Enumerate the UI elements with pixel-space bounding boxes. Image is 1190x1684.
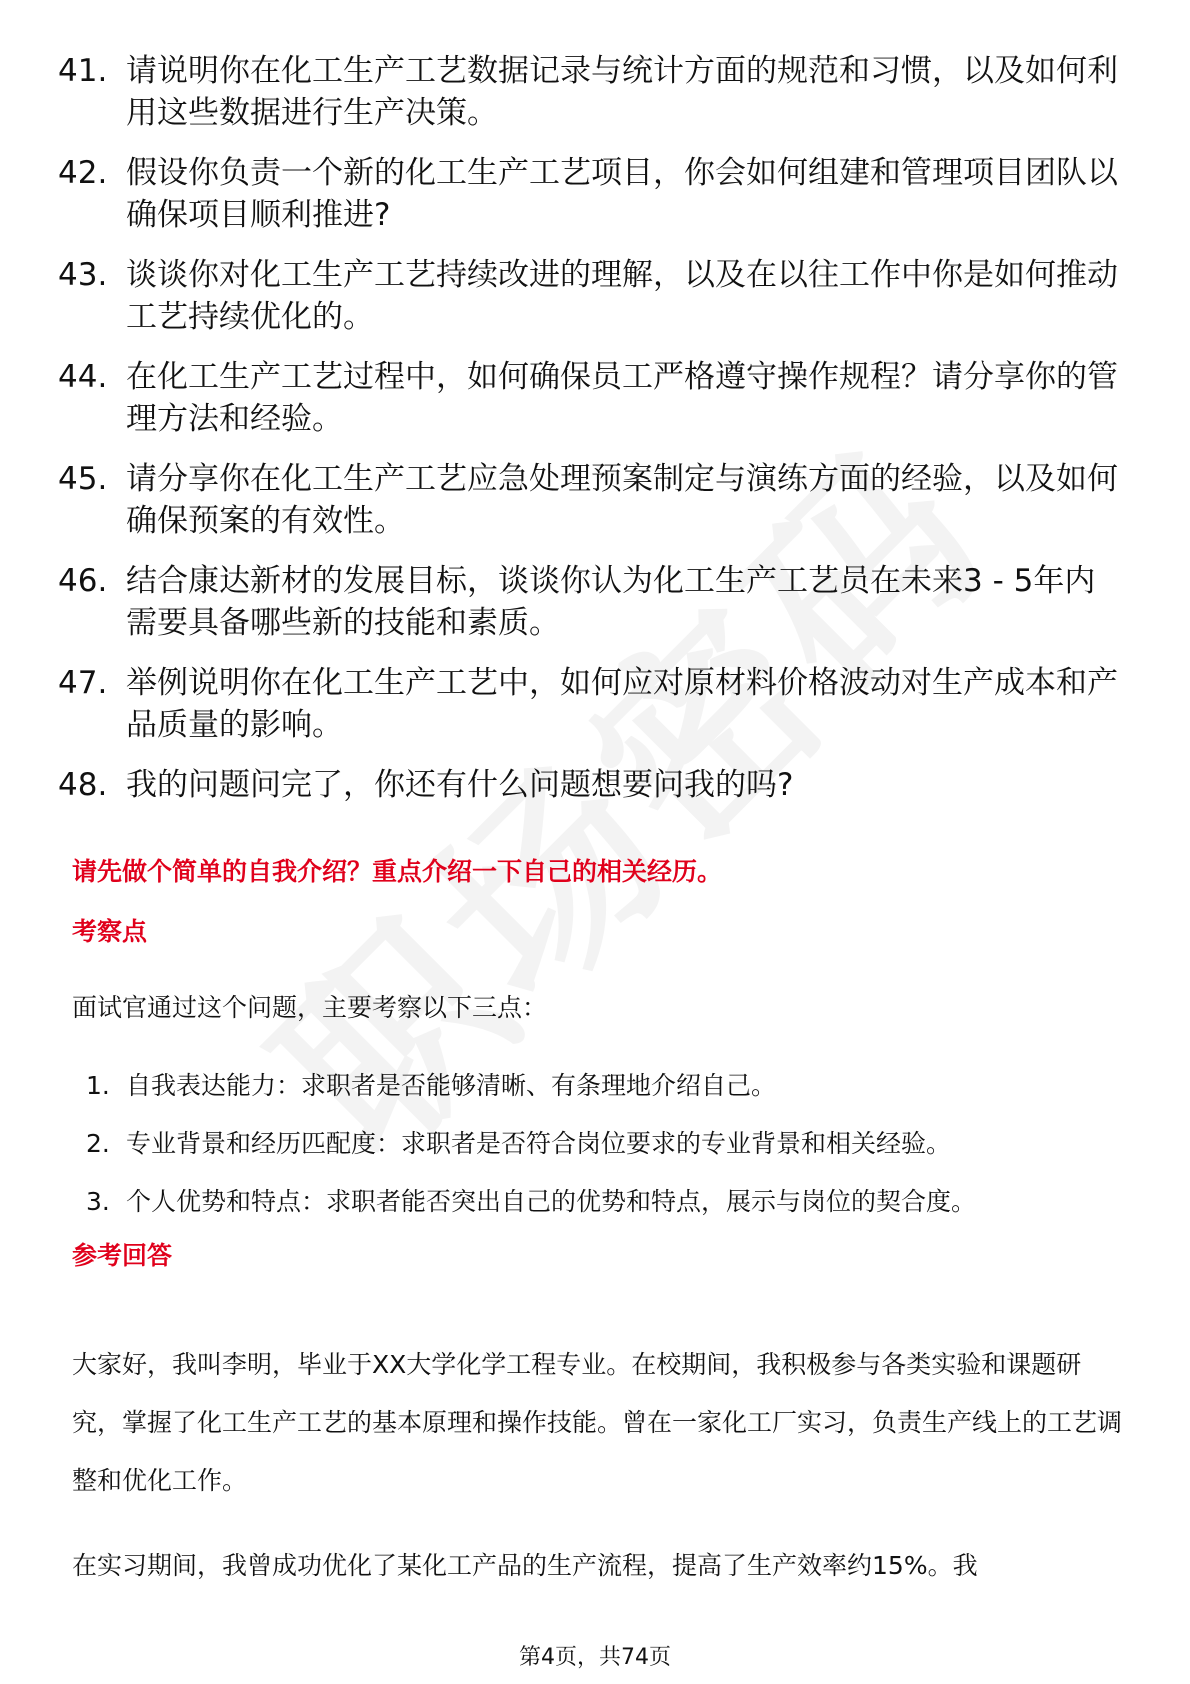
focus-item bbox=[86, 1184, 1126, 1220]
question-number: 47. bbox=[58, 665, 108, 701]
question-item bbox=[58, 152, 1118, 236]
question-number: 46. bbox=[58, 563, 108, 599]
question-number: 48. bbox=[58, 767, 108, 803]
question-item bbox=[58, 662, 1118, 746]
question-text: 请分享你在化工生产工艺应急处理预案制定与演练方面的经验，以及如何确保预案的有效性。 bbox=[126, 461, 1118, 539]
question-number: 44. bbox=[58, 359, 108, 395]
question-text: 结合康达新材的发展目标，谈谈你认为化工生产工艺员在未来3 - 5年内需要具备哪些新的技能和素质。 bbox=[126, 563, 1096, 641]
question-item bbox=[58, 50, 1118, 134]
focus-list bbox=[86, 1068, 1126, 1242]
focus-item-text: 个人优势和特点：求职者能否突出自己的优势和特点，展示与岗位的契合度。 bbox=[126, 1187, 977, 1216]
question-text: 请说明你在化工生产工艺数据记录与统计方面的规范和习惯，以及如何利用这些数据进行生产决策。 bbox=[126, 53, 1118, 131]
question-item bbox=[58, 356, 1118, 440]
question-text: 在化工生产工艺过程中，如何确保员工严格遵守操作规程？请分享你的管理方法和经验。 bbox=[126, 359, 1118, 437]
focus-item-text: 自我表达能力：求职者是否能够清晰、有条理地介绍自己。 bbox=[126, 1071, 777, 1100]
question-number: 43. bbox=[58, 257, 108, 293]
focus-item-text: 专业背景和经历匹配度：求职者是否符合岗位要求的专业背景和相关经验。 bbox=[126, 1129, 952, 1158]
question-item bbox=[58, 560, 1118, 644]
question-text: 我的问题问完了，你还有什么问题想要问我的吗? bbox=[126, 767, 794, 803]
question-number: 42. bbox=[58, 155, 108, 191]
answer-paragraph: 在实习期间，我曾成功优化了某化工产品的生产流程，提高了生产效率约15%。我 bbox=[72, 1551, 978, 1580]
answer-paragraph: 大家好，我叫李明，毕业于XX大学化学工程专业。在校期间，我积极参与各类实验和课题研究，掌握了化工生产工艺的基本原理和操作技能。曾在一家化工厂实习，负责生产线上的工艺调整和优化工作。 bbox=[72, 1350, 1123, 1495]
page-footer: 第4页，共74页 bbox=[519, 1645, 671, 1670]
question-list bbox=[58, 50, 1118, 824]
section-question-heading: 请先做个简单的自我介绍？重点介绍一下自己的相关经历。 bbox=[72, 857, 723, 886]
focus-heading: 考察点 bbox=[72, 917, 148, 946]
question-text: 假设你负责一个新的化工生产工艺项目，你会如何组建和管理项目团队以确保项目顺利推进? bbox=[126, 155, 1118, 233]
focus-item bbox=[86, 1068, 1126, 1104]
question-item bbox=[58, 458, 1118, 542]
question-item bbox=[58, 764, 1118, 806]
focus-item-number: 2. bbox=[86, 1129, 110, 1158]
focus-item bbox=[86, 1126, 1126, 1162]
focus-item-number: 1. bbox=[86, 1071, 110, 1100]
question-number: 45. bbox=[58, 461, 108, 497]
question-number: 41. bbox=[58, 53, 108, 89]
focus-item-number: 3. bbox=[86, 1187, 110, 1216]
question-text: 谈谈你对化工生产工艺持续改进的理解，以及在以往工作中你是如何推动工艺持续优化的。 bbox=[126, 257, 1118, 335]
focus-intro: 面试官通过这个问题，主要考察以下三点： bbox=[72, 993, 548, 1022]
question-text: 举例说明你在化工生产工艺中，如何应对原材料价格波动对生产成本和产品质量的影响。 bbox=[126, 665, 1118, 743]
question-item bbox=[58, 254, 1118, 338]
answer-heading: 参考回答 bbox=[72, 1241, 173, 1270]
